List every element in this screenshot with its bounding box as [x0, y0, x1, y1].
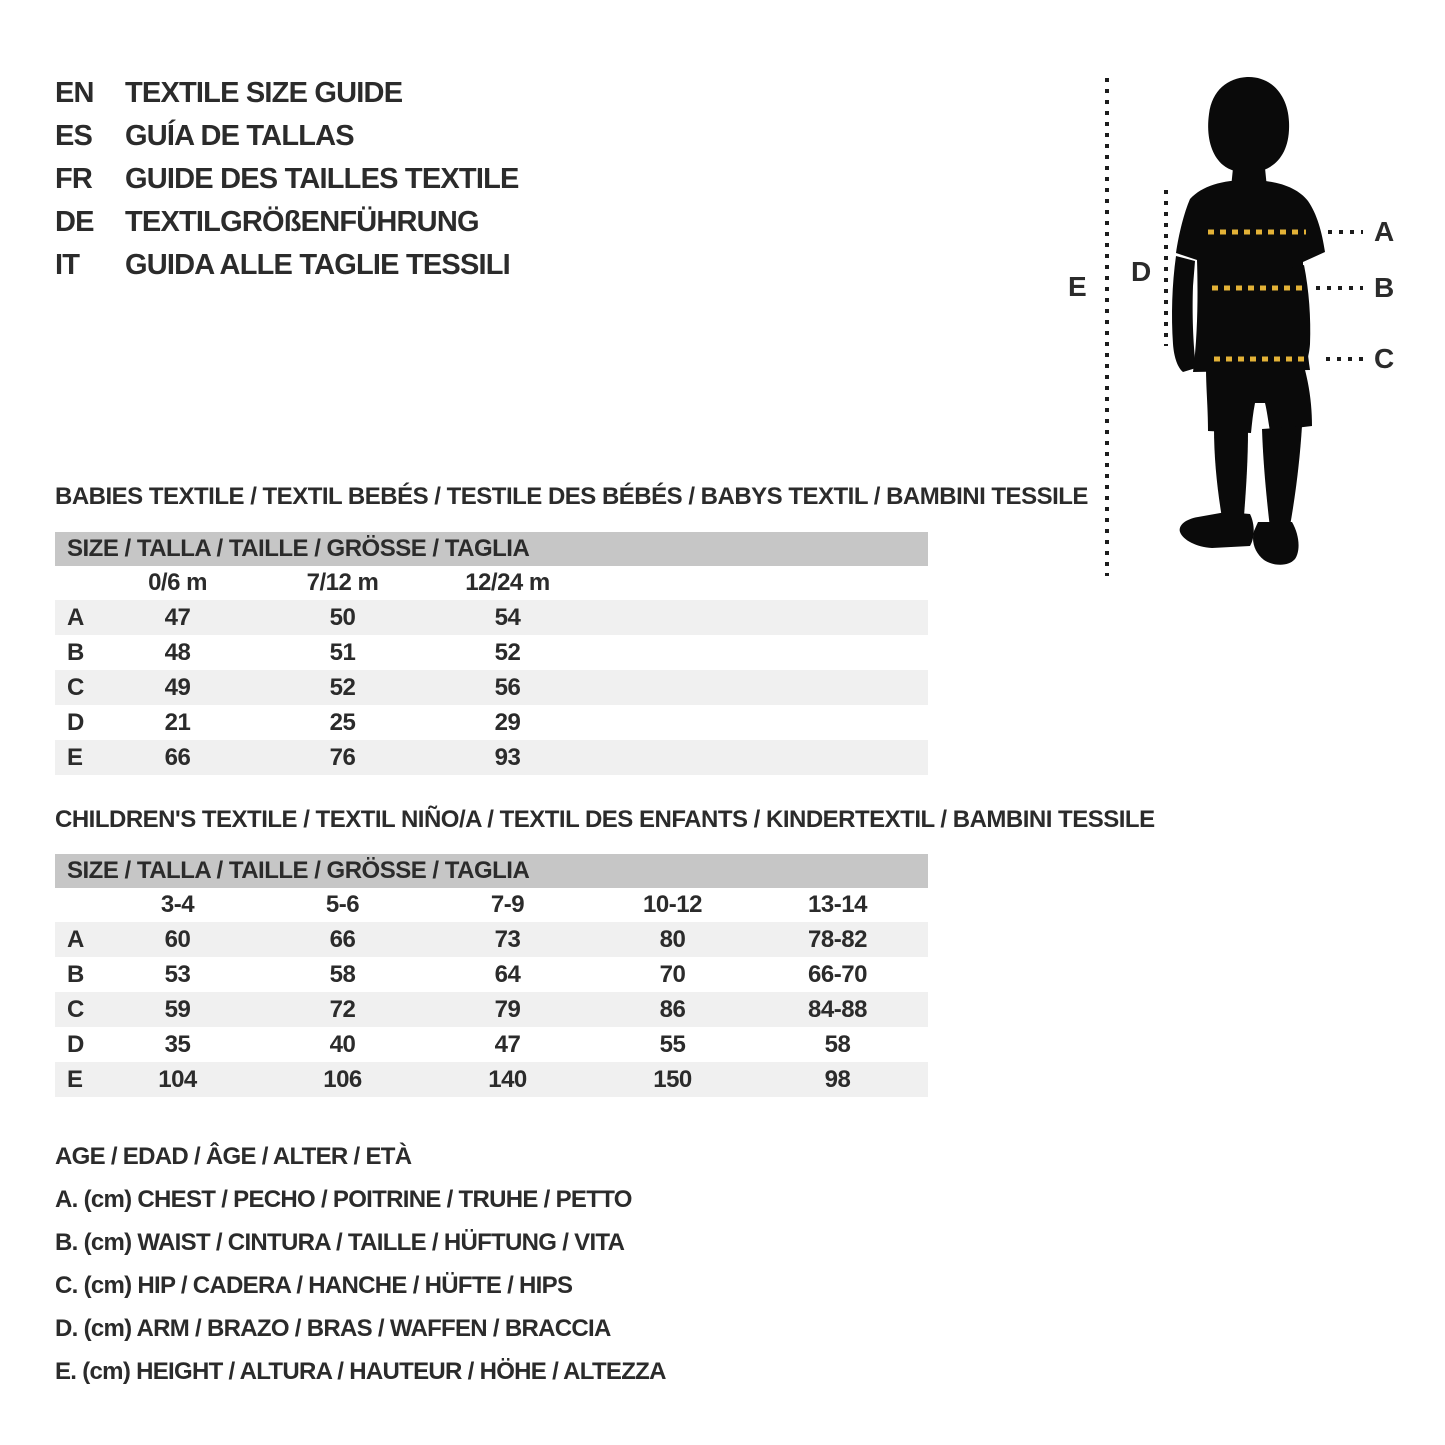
table-cell: 25: [329, 708, 356, 736]
table-row: [55, 1062, 928, 1097]
table-cell: 47: [494, 1030, 521, 1058]
marker-label-arm: D: [1131, 256, 1152, 287]
children-table-header-bar: SIZE / TALLA / TAILLE / GRÖSSE / TAGLIA: [55, 854, 928, 888]
guide-title-es: GUÍA DE TALLAS: [125, 120, 354, 152]
table-cell: 79: [494, 995, 521, 1023]
table-cell: 21: [164, 708, 191, 736]
table-row: [55, 1027, 928, 1062]
table-cell: 80: [659, 925, 686, 953]
marker-label-chest: A: [1374, 216, 1395, 247]
table-cell: 60: [164, 925, 191, 953]
column-header: 13-14: [808, 891, 867, 918]
table-cell: 98: [824, 1065, 851, 1093]
marker-label-hip: C: [1374, 343, 1395, 374]
language-row-it: [55, 244, 519, 287]
guide-title-fr: GUIDE DES TAILLES TEXTILE: [125, 163, 519, 195]
table-cell: 73: [494, 925, 521, 953]
table-cell: 72: [329, 995, 356, 1023]
table-cell: 66-70: [808, 960, 867, 988]
row-label: C: [67, 995, 84, 1023]
row-label: E: [67, 743, 83, 771]
table-cell: 53: [164, 960, 191, 988]
row-label: D: [67, 708, 84, 736]
table-cell: 64: [494, 960, 521, 988]
table-row: [55, 600, 928, 635]
children-section-title: CHILDREN'S TEXTILE / TEXTIL NIÑO/A / TEXTIL DES ENFANTS / KINDERTEXTIL / BAMBINI TESSILE: [55, 806, 1155, 833]
language-code: ES: [55, 120, 93, 152]
legend-arm: D. (cm) ARM / BRAZO / BRAS / WAFFEN / BRACCIA: [55, 1314, 611, 1342]
table-cell: 52: [494, 638, 521, 666]
table-cell: 86: [659, 995, 686, 1023]
table-cell: 93: [494, 743, 521, 771]
table-cell: 66: [329, 925, 356, 953]
language-code: DE: [55, 206, 94, 238]
guide-title-en: TEXTILE SIZE GUIDE: [125, 77, 403, 109]
legend-height: E. (cm) HEIGHT / ALTURA / HAUTEUR / HÖHE / ALTEZZA: [55, 1357, 666, 1385]
legend-age: AGE / EDAD / ÂGE / ALTER / ETÀ: [55, 1142, 412, 1170]
column-header: 10-12: [643, 891, 702, 918]
row-label: A: [67, 603, 84, 631]
language-code: EN: [55, 77, 94, 109]
table-cell: 29: [494, 708, 521, 736]
language-row-fr: [55, 158, 519, 201]
table-cell: 140: [488, 1065, 527, 1093]
column-header: 5-6: [325, 891, 360, 918]
table-row: [55, 957, 928, 992]
babies-table-header-bar: SIZE / TALLA / TAILLE / GRÖSSE / TAGLIA: [55, 532, 928, 566]
column-header: 0/6 m: [148, 569, 207, 596]
table-row: [55, 992, 928, 1027]
table-cell: 40: [329, 1030, 356, 1058]
column-header: 12/24 m: [465, 569, 550, 596]
row-label: C: [67, 673, 84, 701]
table-cell: 47: [164, 603, 191, 631]
row-label: E: [67, 1065, 83, 1093]
table-cell: 58: [329, 960, 356, 988]
column-header: 7-9: [490, 891, 525, 918]
table-cell: 59: [164, 995, 191, 1023]
legend-hip: C. (cm) HIP / CADERA / HANCHE / HÜFTE / HIPS: [55, 1271, 573, 1299]
table-cell: 54: [494, 603, 521, 631]
language-code: IT: [55, 249, 80, 281]
table-cell: 106: [323, 1065, 362, 1093]
table-cell: 56: [494, 673, 521, 701]
table-cell: 150: [653, 1065, 692, 1093]
table-row: [55, 670, 928, 705]
children-column-header-row: [55, 888, 928, 922]
row-label: A: [67, 925, 84, 953]
legend-chest: A. (cm) CHEST / PECHO / POITRINE / TRUHE / PETTO: [55, 1185, 632, 1213]
measurement-figure: [1040, 60, 1445, 600]
table-cell: 35: [164, 1030, 191, 1058]
table-cell: 48: [164, 638, 191, 666]
babies-column-header-row: [55, 566, 928, 600]
guide-title-de: TEXTILGRÖßENFÜHRUNG: [125, 206, 479, 238]
table-row: [55, 922, 928, 957]
table-row: [55, 705, 928, 740]
children-size-table: [55, 854, 928, 1097]
table-cell: 49: [164, 673, 191, 701]
child-silhouette: [1172, 77, 1325, 565]
row-label: B: [67, 638, 84, 666]
column-header: 7/12 m: [306, 569, 379, 596]
table-cell: 51: [329, 638, 356, 666]
table-row: [55, 740, 928, 775]
row-label: D: [67, 1030, 84, 1058]
legend-waist: B. (cm) WAIST / CINTURA / TAILLE / HÜFTUNG / VITA: [55, 1228, 625, 1256]
marker-label-height: E: [1068, 271, 1087, 302]
table-cell: 70: [659, 960, 686, 988]
table-cell: 66: [164, 743, 191, 771]
table-row: [55, 635, 928, 670]
babies-section-title: BABIES TEXTILE / TEXTIL BEBÉS / TESTILE DES BÉBÉS / BABYS TEXTIL / BAMBINI TESSILE: [55, 483, 1088, 510]
table-cell: 78-82: [808, 925, 867, 953]
table-cell: 58: [824, 1030, 851, 1058]
language-title-list: [55, 72, 519, 287]
child-silhouette-graphic: [1040, 60, 1445, 600]
table-cell: 55: [659, 1030, 686, 1058]
language-row-de: [55, 201, 519, 244]
column-header: 3-4: [160, 891, 195, 918]
table-cell: 104: [158, 1065, 197, 1093]
table-cell: 84-88: [808, 995, 867, 1023]
guide-title-it: GUIDA ALLE TAGLIE TESSILI: [125, 249, 510, 281]
babies-size-table: [55, 532, 928, 775]
table-cell: 52: [329, 673, 356, 701]
marker-label-waist: B: [1374, 272, 1395, 303]
table-cell: 76: [329, 743, 356, 771]
language-row-es: [55, 115, 519, 158]
language-row-en: [55, 72, 519, 115]
row-label: B: [67, 960, 84, 988]
table-cell: 50: [329, 603, 356, 631]
language-code: FR: [55, 163, 93, 195]
measurement-legend: [55, 1135, 666, 1393]
